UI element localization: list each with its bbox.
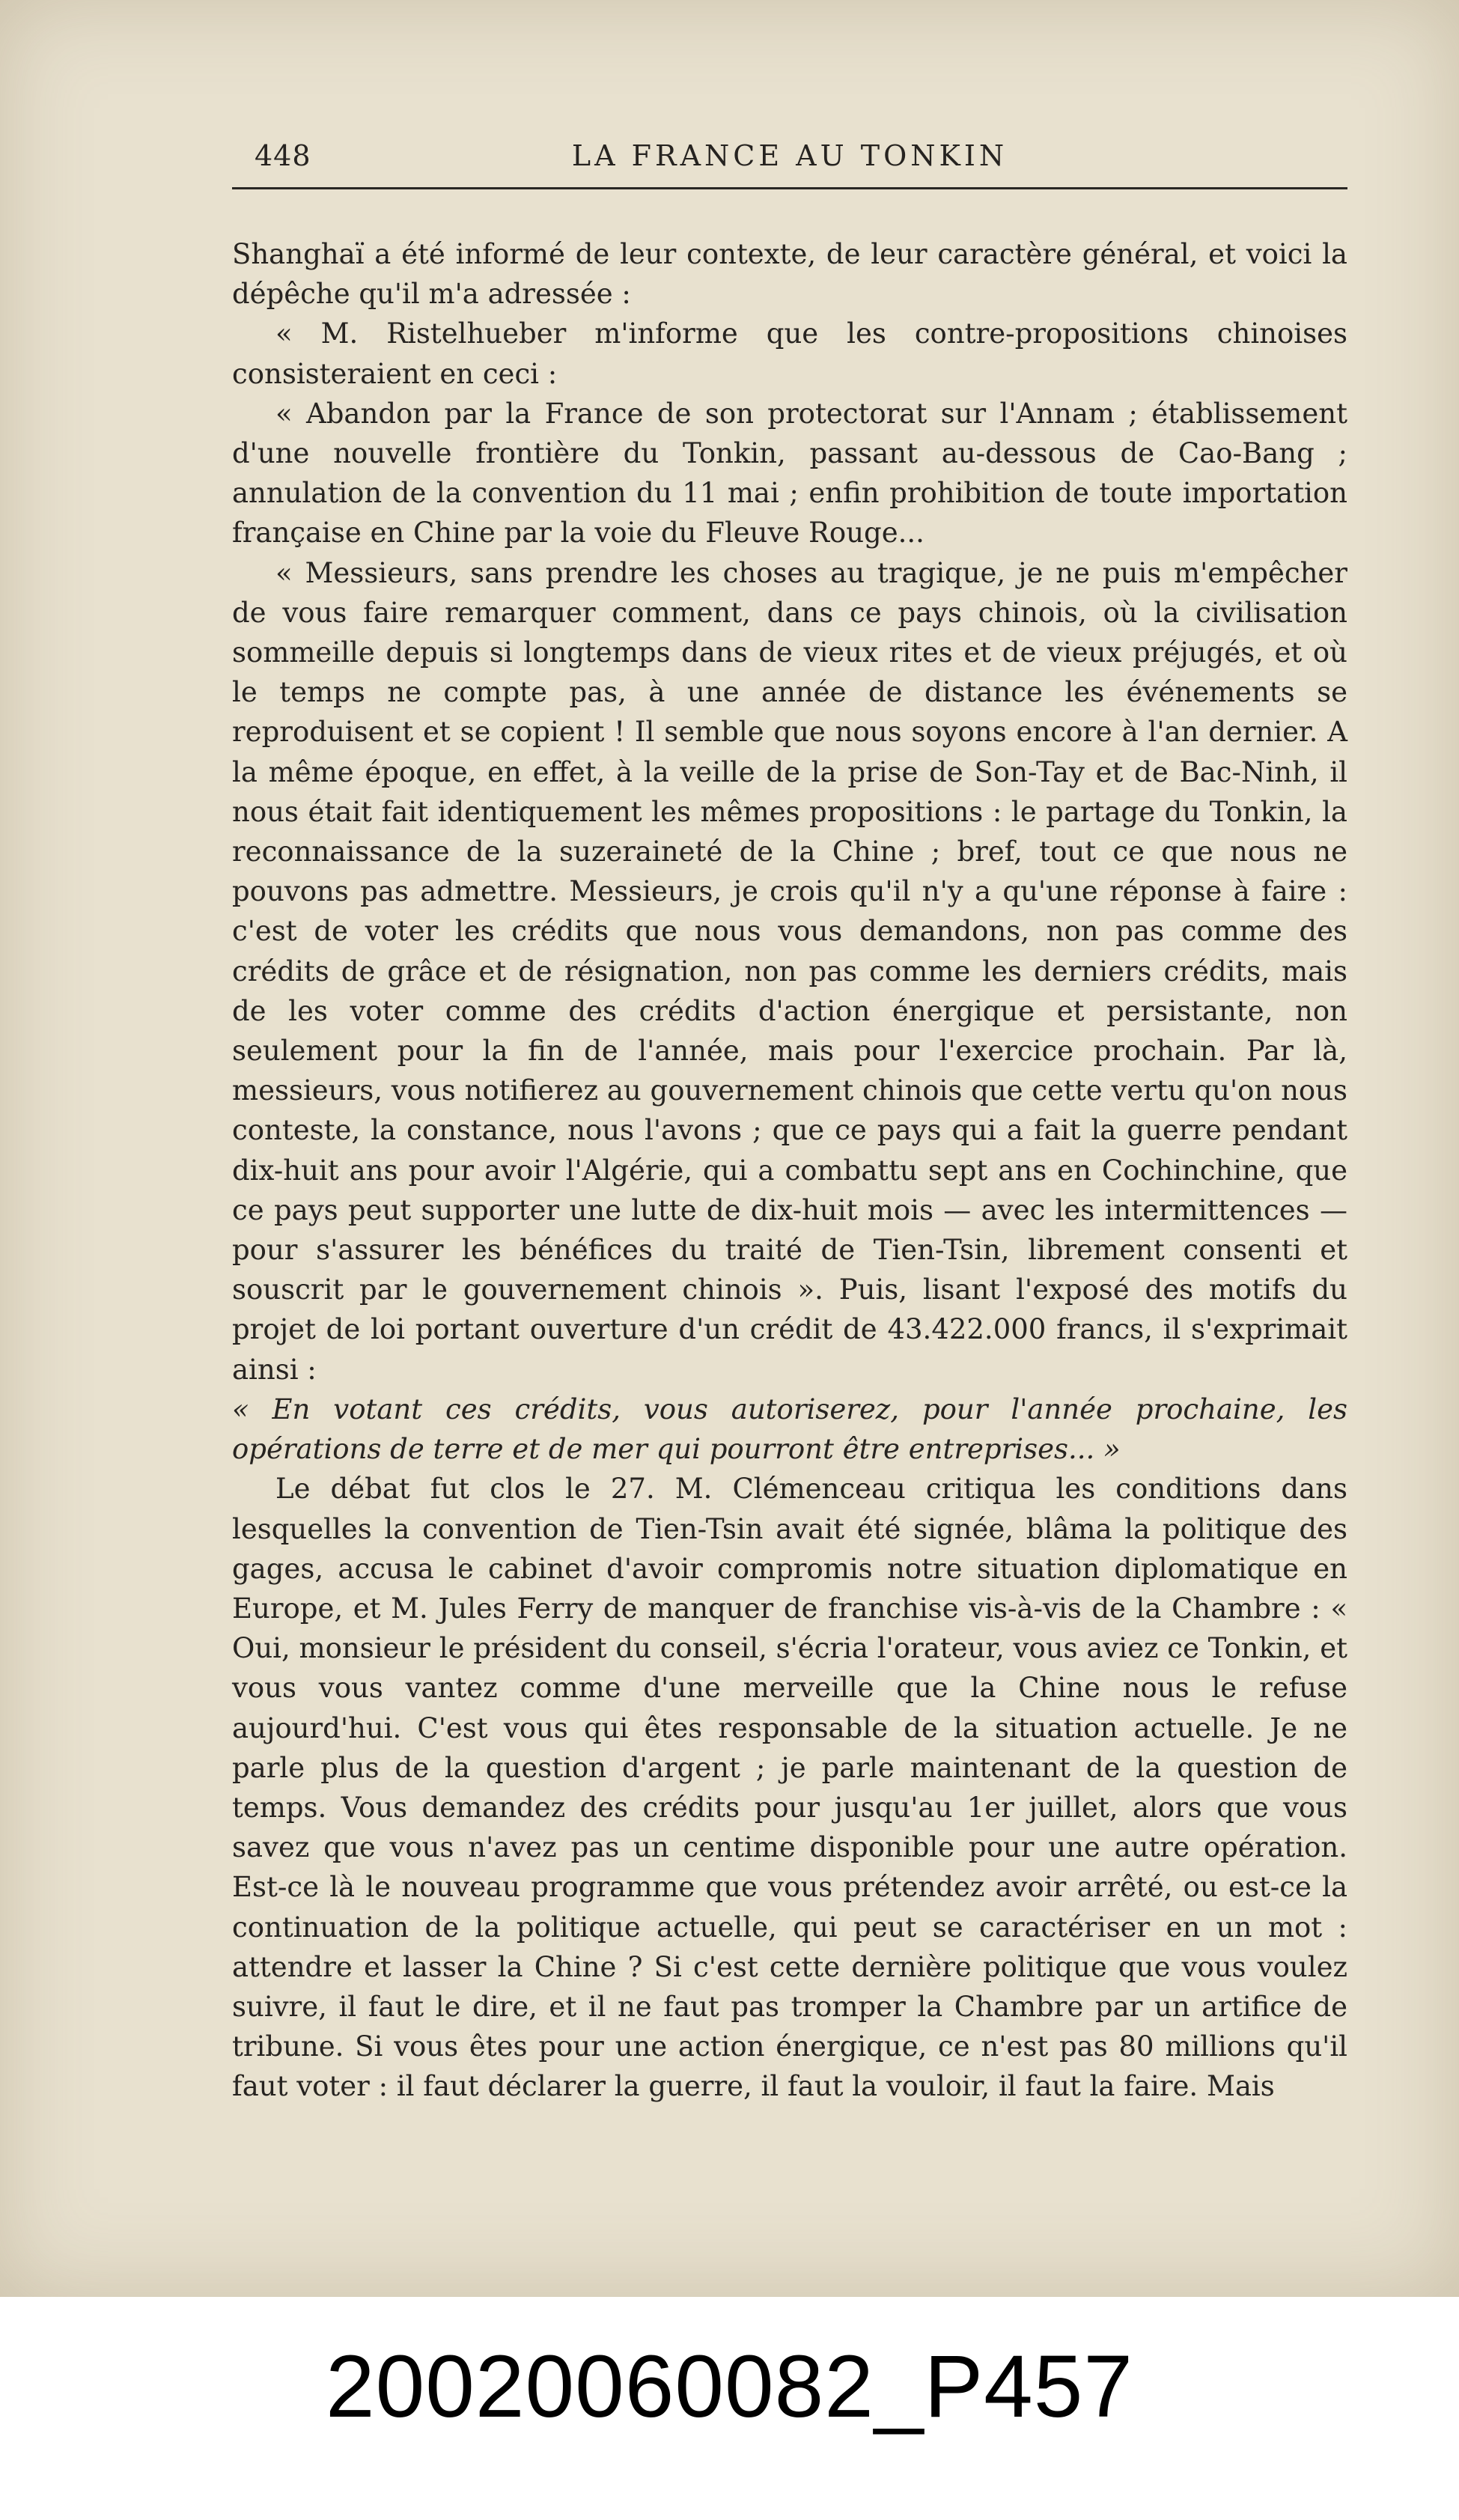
paragraph-3: « Abandon par la France de son protectorat sur l'Annam ; établissement d'une nouvelle frontière du Tonkin, passant au-dessous de Cao-Bang ; annulation de la convention du 11 mai ; enfin prohibition de toute importation française en Chine par la voie du Fleuve Rouge...	[232, 397, 1347, 550]
body-text	[232, 234, 1347, 2107]
page-number: 448	[255, 139, 311, 172]
image-identifier: 20020060082_P457	[325, 2337, 1134, 2436]
running-header	[232, 135, 1347, 189]
paragraph-4: « Messieurs, sans prendre les choses au tragique, je ne puis m'empêcher de vous faire remarquer comment, dans ce pays chinois, où la civilisation sommeille depuis si longtemps dans de vieux rites et de vieux préjugés, et où le temps ne compte pas, à une année de distance les événements se reproduisent et se copient ! Il semble que nous soyons encore à l'an dernier. A la même époque, en effet, à la veille de la prise de Son-Tay et de Bac-Ninh, il nous était fait identiquement les mêmes propositions : le partage du Tonkin, la reconnaissance de la suzeraineté de la Chine ; bref, tout ce que nous ne pouvons pas admettre. Messieurs, je crois qu'il n'y a qu'une réponse à faire : c'est de voter les crédits que nous vous demandons, non pas comme des crédits de grâce et de résignation, non pas comme les derniers crédits, mais de les voter comme des crédits d'action énergique et persistante, non seulement pour la fin de l'année, mais pour l'exercice prochain. Par là, messieurs, vous notifierez au gouvernement chinois que cette vertu qu'on nous conteste, la constance, nous l'avons ; que ce pays qui a fait la guerre pendant dix-huit ans pour avoir l'Algérie, qui a combattu sept ans en Cochinchine, que ce pays peut supporter une lutte de dix-huit mois — avec les intermittences — pour s'assurer les bénéfices du traité de Tien-Tsin, librement consenti et souscrit par le gouvernement chinois ». Puis, lisant l'exposé des motifs du projet de loi portant ouverture d'un crédit de 43.422.000 francs, il s'exprimait ainsi :	[232, 556, 1347, 1386]
running-title: LA FRANCE AU TONKIN	[571, 139, 1008, 172]
paragraph-2: « M. Ristelhueber m'informe que les contre-propositions chinoises consisteraient en ceci :	[232, 317, 1347, 390]
italic-quote: « En votant ces crédits, vous autoriserez, pour l'année prochaine, les opérations de terre et de mer qui pourront être entreprises... »	[232, 1393, 1347, 1466]
book-page	[232, 135, 1347, 2107]
paragraph-5: Le débat fut clos le 27. M. Clémenceau critiqua les conditions dans lesquelles la convention de Tien-Tsin avait été signée, blâma la politique des gages, accusa le cabinet d'avoir compromis notre situation diplomatique en Europe, et M. Jules Ferry de manquer de franchise vis-à-vis de la Chambre : « Oui, monsieur le président du conseil, s'écria l'orateur, vous aviez ce Tonkin, et vous vous vantez comme d'une merveille que la Chine nous le refuse aujourd'hui. C'est vous qui êtes responsable de la situation actuelle. Je ne parle plus de la question d'argent ; je parle maintenant de la question de temps. Vous demandez des crédits pour jusqu'au 1er juillet, alors que vous savez que vous n'avez pas un centime disponible pour une autre opération. Est-ce là le nouveau programme que vous prétendez avoir arrêté, ou est-ce la continuation de la politique actuelle, qui peut se caractériser en un mot : attendre et lasser la Chine ? Si c'est cette dernière politique que vous voulez suivre, il faut le dire, et il ne faut pas tromper la Chambre par un artifice de tribune. Si vous êtes pour une action énergique, ce n'est pas 80 millions qu'il faut voter : il faut déclarer la guerre, il faut la vouloir, il faut la faire. Mais	[232, 1473, 1347, 2103]
paragraph-1: Shanghaï a été informé de leur contexte, de leur caractère général, et voici la dépêche qu'il m'a adressée :	[232, 238, 1347, 311]
